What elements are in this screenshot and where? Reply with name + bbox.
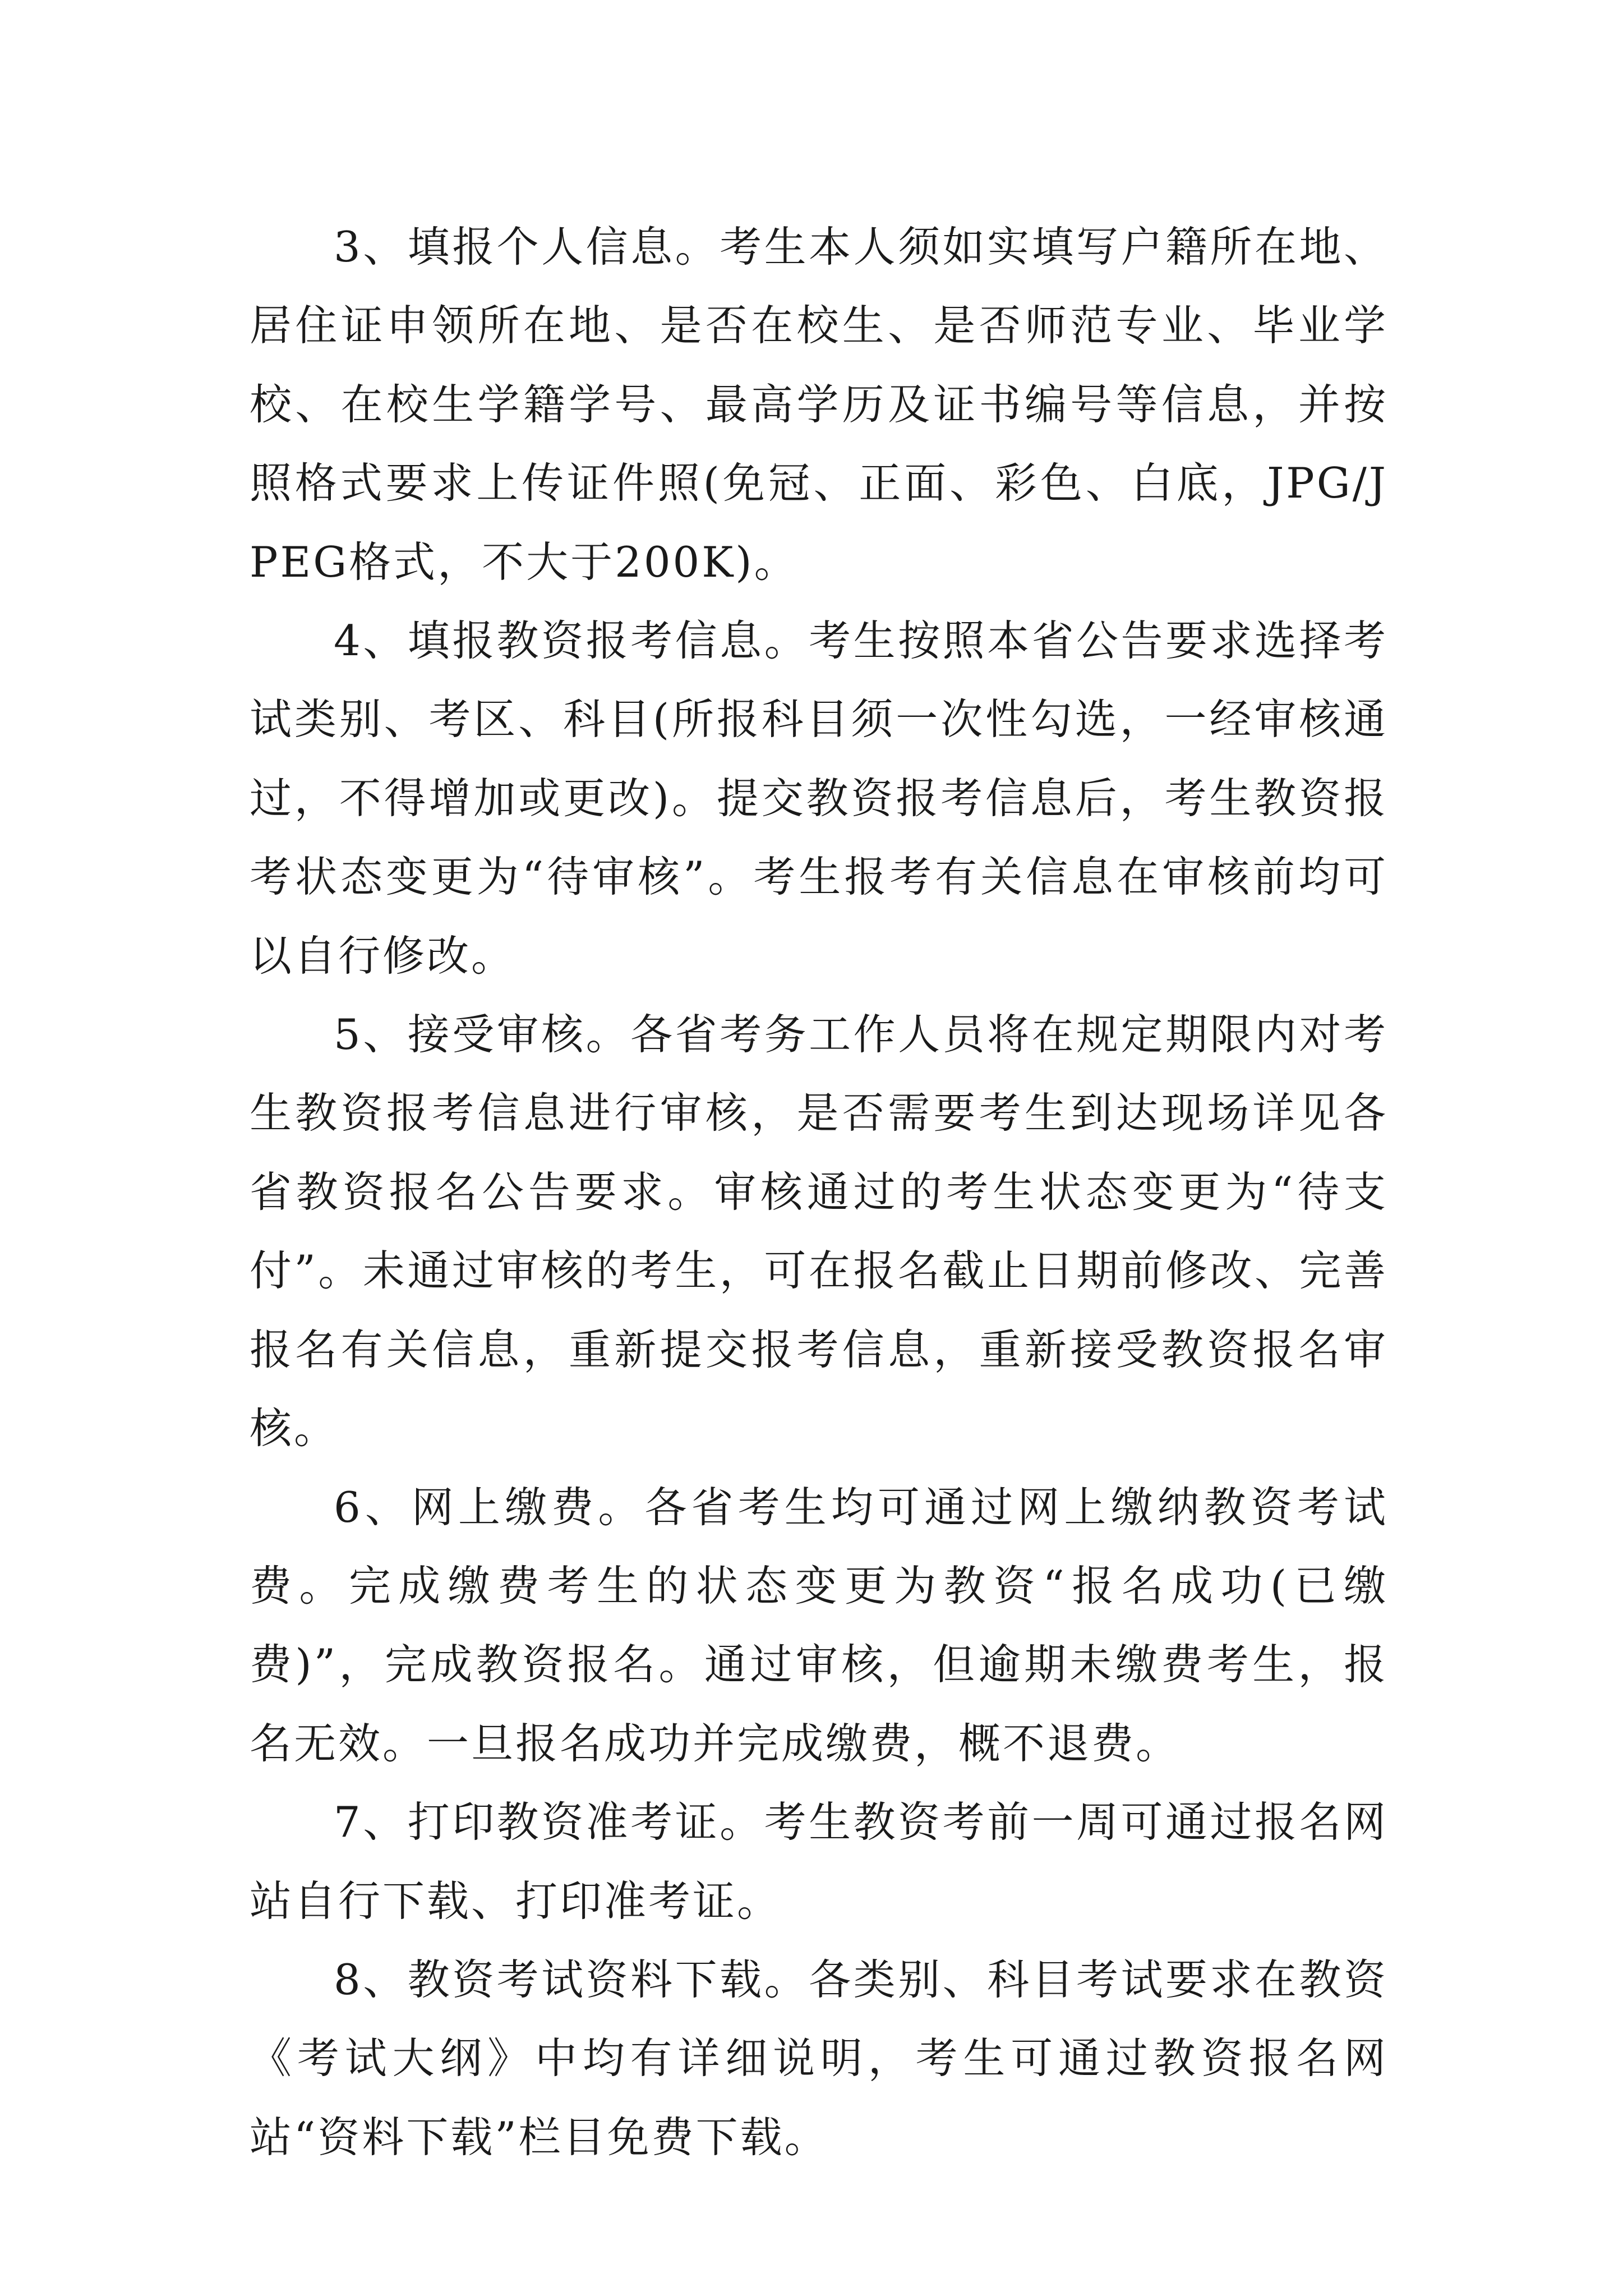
paragraph-step-4: 4、填报教资报考信息。考生按照本省公告要求选择考试类别、考区、科目(所报科目须一次性勾选，一经审核通过，不得增加或更改)。提交教资报考信息后，考生教资报考状态变更为“待审核”。考生报考有关信息在审核前均可以自行修改。 xyxy=(250,616,1388,981)
paragraph-step-8: 8、教资考试资料下载。各类别、科目考试要求在教资《考试大纲》中均有详细说明，考生可通过教资报名网站“资料下载”栏目免费下载。 xyxy=(250,1954,1388,2162)
paragraph-step-7: 7、打印教资准考证。考生教资考前一周可通过报名网站自行下载、打印准考证。 xyxy=(250,1797,1388,1926)
paragraph-step-3: 3、填报个人信息。考生本人须如实填写户籍所在地、居住证申领所在地、是否在校生、是否师范专业、毕业学校、在校生学籍学号、最高学历及证书编号等信息，并按照格式要求上传证件照(免冠、正面、彩色、白底，JPG/JPEG格式，不大于200K)。 xyxy=(250,222,1388,587)
paragraph-step-5: 5、接受审核。各省考务工作人员将在规定期限内对考生教资报考信息进行审核，是否需要考生到达现场详见各省教资报名公告要求。审核通过的考生状态变更为“待支付”。未通过审核的考生，可在报名截止日期前修改、完善报名有关信息，重新提交报考信息，重新接受教资报名审核。 xyxy=(250,1010,1388,1453)
document-body xyxy=(250,208,1388,2177)
paragraph-step-6: 6、网上缴费。各省考生均可通过网上缴纳教资考试费。完成缴费考生的状态变更为教资“报名成功(已缴费)”，完成教资报名。通过审核，但逾期未缴费考生，报名无效。一旦报名成功并完成缴费，概不退费。 xyxy=(250,1482,1388,1768)
